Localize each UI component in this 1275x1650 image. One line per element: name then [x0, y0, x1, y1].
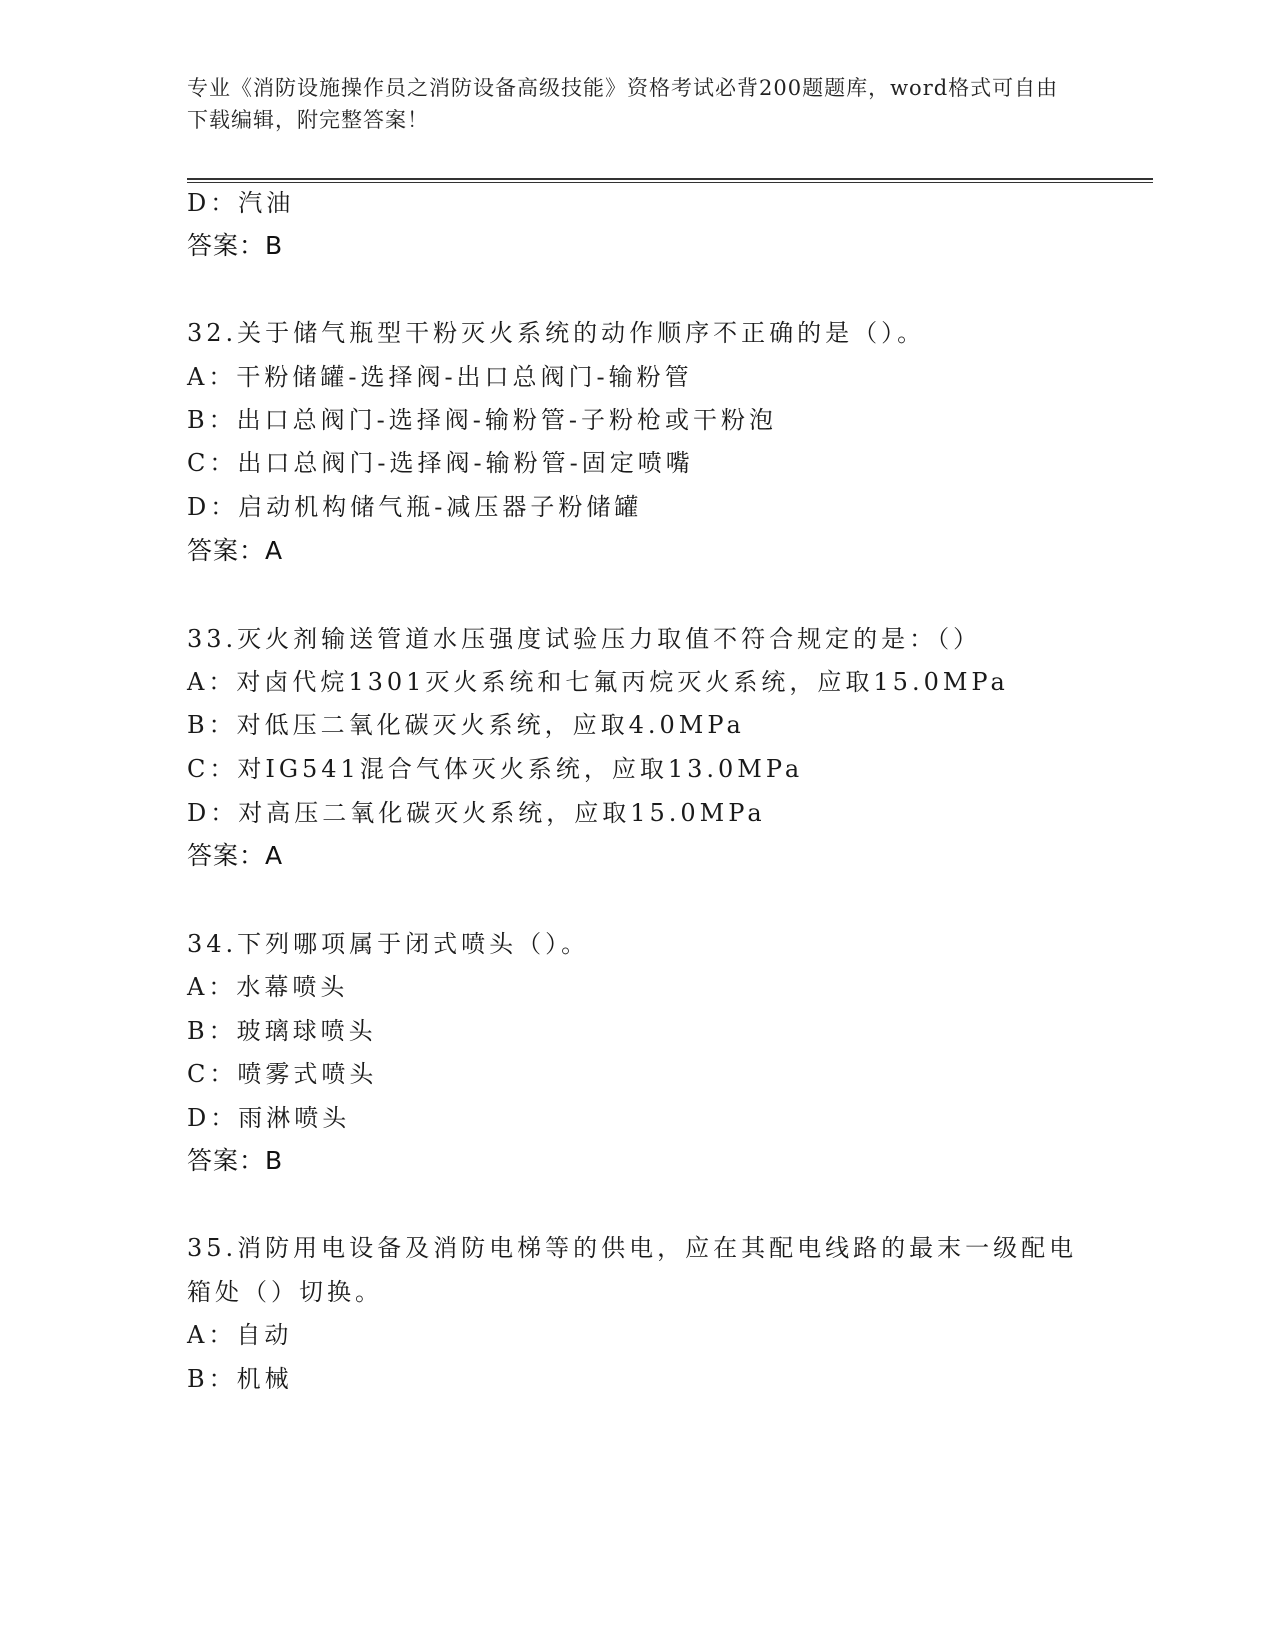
q33-stem: 33.灭火剂输送管道水压强度试验压力取值不符合规定的是：（） [187, 625, 982, 653]
q35-option-a: A：自动 [187, 1321, 293, 1349]
q34-answer: 答案：B [187, 1146, 284, 1175]
q34-option-d: D：雨淋喷头 [187, 1104, 351, 1132]
q35-stem: 35.消防用电设备及消防电梯等的供电，应在其配电线路的最末一级配电箱处（）切换。 [187, 1234, 1078, 1306]
q34-option-b: B：玻璃球喷头 [187, 1017, 377, 1045]
q34-option-a: A：水幕喷头 [187, 973, 349, 1001]
prev-option-d: D：汽油 [187, 189, 295, 217]
q33-option-c: C：对IG541混合气体灭火系统，应取13.0MPa [187, 755, 804, 783]
q32-option-b: B：出口总阀门-选择阀-输粉管-子粉枪或干粉泡 [187, 406, 777, 434]
q33-answer: 答案：A [187, 841, 284, 870]
q33-option-d: D：对高压二氧化碳灭火系统，应取15.0MPa [187, 799, 766, 827]
q33-option-b: B：对低压二氧化碳灭火系统，应取4.0MPa [187, 711, 745, 739]
page-header: 专业《消防设施操作员之消防设备高级技能》资格考试必背200题题库，word格式可自由下载编辑，附完整答案！ [187, 76, 1059, 132]
q32-option-d: D：启动机构储气瓶-减压器子粉储罐 [187, 493, 643, 521]
q32-stem: 32.关于储气瓶型干粉灭火系统的动作顺序不正确的是（）。 [187, 319, 926, 347]
q33-option-a: A：对卤代烷1301灭火系统和七氟丙烷灭火系统，应取15.0MPa [187, 668, 1009, 696]
q34-option-c: C：喷雾式喷头 [187, 1060, 378, 1088]
q32-answer: 答案：A [187, 536, 284, 565]
q34-stem: 34.下列哪项属于闭式喷头（）。 [187, 930, 590, 958]
q32-option-a: A：干粉储罐-选择阀-出口总阀门-输粉管 [187, 363, 693, 391]
q32-option-c: C：出口总阀门-选择阀-输粉管-固定喷嘴 [187, 449, 694, 477]
prev-answer: 答案：B [187, 231, 284, 260]
q35-option-b: B：机械 [187, 1365, 293, 1393]
header-divider [187, 178, 1153, 183]
